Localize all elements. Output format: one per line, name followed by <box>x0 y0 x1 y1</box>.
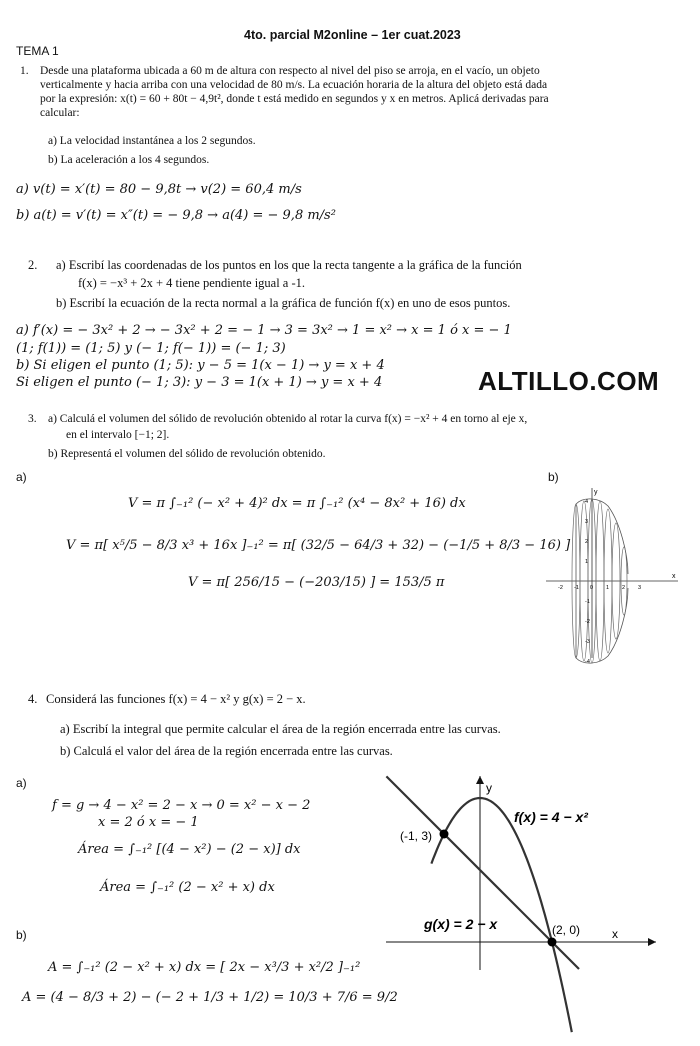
q3-label-b: b) <box>548 470 559 484</box>
q2-answer-line2: (1; f(1)) = (1; 5) y (− 1; f(− 1)) = (− 1; 3) <box>16 341 286 356</box>
q2-item-b: b) Escribí la ecuación de la recta normal a la gráfica de función f(x) en uno de esos puntos. <box>56 296 511 310</box>
q3-y-tick-label: 3 <box>585 519 589 525</box>
q3-item-a-line1: a) Calculá el volumen del sólido de revolución obtenido al rotar la curva f(x) = −x² + 4 en torno al eje x, <box>48 413 528 425</box>
q4-y-arrow-icon <box>476 776 484 784</box>
q4-label-a: a) <box>16 776 27 790</box>
q3-x-tick-label: -1 <box>574 585 579 591</box>
q4-point-2-label: (2, 0) <box>552 923 581 937</box>
q4-point-1-label: (-1, 3) <box>400 829 433 843</box>
q1-number: 1. <box>20 65 29 77</box>
q3-x-tick-label: 2 <box>622 585 626 591</box>
q3-equation-1: V = π ∫₋₁² (− x² + 4)² dx = π ∫₋₁² (x⁴ − 8x² + 16) dx <box>128 496 466 511</box>
altillo-logo: ALTILLO.COM <box>478 366 660 396</box>
q2-answer-line3: b) Si eligen el punto (1; 5): y − 5 = 1(x − 1) → y = x + 4 <box>16 358 385 373</box>
q4-item-b: b) Calculá el valor del área de la región encerrada entre las curvas. <box>60 744 393 758</box>
q4-equation-1: f = g → 4 − x² = 2 − x → 0 = x² − x − 2 <box>52 798 311 813</box>
q4-intersection-point-1 <box>440 830 449 839</box>
tema-label: TEMA 1 <box>16 44 59 58</box>
page-title: 4to. parcial M2online – 1er cuat.2023 <box>244 28 461 42</box>
q4-f-label: f(x) = 4 − x² <box>514 809 588 825</box>
q3-y-tick-label: -1 <box>585 599 590 605</box>
q1-line-1: Desde una plataforma ubicada a 60 m de altura con respecto al nivel del piso se arroja, en el vacío, un objeto <box>40 65 540 77</box>
q1-statement <box>40 64 690 120</box>
q1-line-3: por la expresión: x(t) = 60 + 80t − 4,9t², donde t está medido en segundos y x en metros. Aplicá derivadas para <box>40 93 549 105</box>
q3-y-tick-label: -3 <box>585 639 590 645</box>
q4-x-arrow-icon <box>648 938 656 946</box>
q2-item-a-line1: a) Escribí las coordenadas de los puntos en los que la recta tangente a la gráfica de la función <box>56 258 522 272</box>
q3-number: 3. <box>28 413 37 425</box>
q3-y-tick-label: -4 <box>585 659 590 665</box>
q3-y-tick-label: -2 <box>585 619 590 625</box>
q1-line-4: calcular: <box>40 107 80 119</box>
q4-equation-4: Área = ∫₋₁² (2 − x² + x) dx <box>100 880 275 895</box>
q2-answer-line1: a) f′(x) = − 3x² + 2 → − 3x² + 2 = − 1 → 3 = 3x² → 1 = x² → x = 1 ó x = − 1 <box>16 323 512 338</box>
q3-item-b: b) Representá el volumen del sólido de revolución obtenido. <box>48 448 326 460</box>
q1-item-b: b) La aceleración a los 4 segundos. <box>48 154 210 166</box>
q3-y-axis-label: y <box>594 489 598 496</box>
q4-equation-2: x = 2 ó x = − 1 <box>98 815 199 830</box>
q4-intersection-point-2 <box>548 938 557 947</box>
q4-item-a: a) Escribí la integral que permite calcular el área de la región encerrada entre las curvas. <box>60 722 501 736</box>
q4-label-b: b) <box>16 928 27 942</box>
q3-equation-2: V = π[ x⁵/5 − 8/3 x³ + 16x ]₋₁² = π[ (32/5 − 64/3 + 32) − (−1/5 + 8/3 − 16) ] <box>66 538 571 553</box>
q3-x-tick-label: 1 <box>606 585 610 591</box>
q2-answer-line4: Si eligen el punto (− 1; 3): y − 3 = 1(x + 1) → y = x + 4 <box>16 375 383 390</box>
q3-y-tick-label: 4 <box>585 499 589 505</box>
q1-item-a: a) La velocidad instantánea a los 2 segundos. <box>48 135 256 147</box>
q3-x-axis-label: x <box>672 573 676 580</box>
q4-number: 4. <box>28 692 38 706</box>
q1-answer-a: a) v(t) = x′(t) = 80 − 9,8t → v(2) = 60,4 m/s <box>16 182 302 197</box>
q1-line-2: verticalmente y hacia arriba con una velocidad de 80 m/s. La ecuación horaria de la altura del objeto está dada <box>40 79 548 91</box>
q3-x-tick-label: 3 <box>638 585 642 591</box>
q3-y-tick-label: 1 <box>585 559 589 565</box>
q4-area-graph <box>380 772 660 972</box>
q3-label-a: a) <box>16 470 27 484</box>
q4-g-label: g(x) = 2 − x <box>424 916 498 932</box>
q3-x-tick-label: -2 <box>558 585 563 591</box>
q4-equation-6: A = (4 − 8/3 + 2) − (− 2 + 1/3 + 1/2) = 10/3 + 7/6 = 9/2 <box>22 990 398 1005</box>
q3-solid-of-revolution-graph <box>544 484 680 665</box>
q4-intro: Considerá las funciones f(x) = 4 − x² y g(x) = 2 − x. <box>46 692 306 706</box>
q3-equation-3: V = π[ 256/15 − (−203/15) ] = 153/5 π <box>188 575 445 590</box>
q4-equation-3: Área = ∫₋₁² [(4 − x²) − (2 − x)] dx <box>78 842 301 857</box>
q4-x-axis-label: x <box>612 927 618 941</box>
q4-equation-5: A = ∫₋₁² (2 − x² + x) dx = [ 2x − x³/3 + x²/2 ]₋₁² <box>48 960 361 975</box>
q3-x-tick-label: 0 <box>590 585 594 591</box>
q2-number: 2. <box>28 258 38 272</box>
q2-item-a-line2: f(x) = −x³ + 2x + 4 tiene pendiente igual a -1. <box>78 276 306 290</box>
q3-x-tick-labels <box>558 585 641 591</box>
q1-answer-b: b) a(t) = v′(t) = x″(t) = − 9,8 → a(4) = − 9,8 m/s² <box>16 208 336 223</box>
q3-item-a-line2: en el intervalo [−1; 2]. <box>66 429 170 441</box>
q4-y-axis-label: y <box>486 781 492 795</box>
q3-y-tick-label: 2 <box>585 539 589 545</box>
